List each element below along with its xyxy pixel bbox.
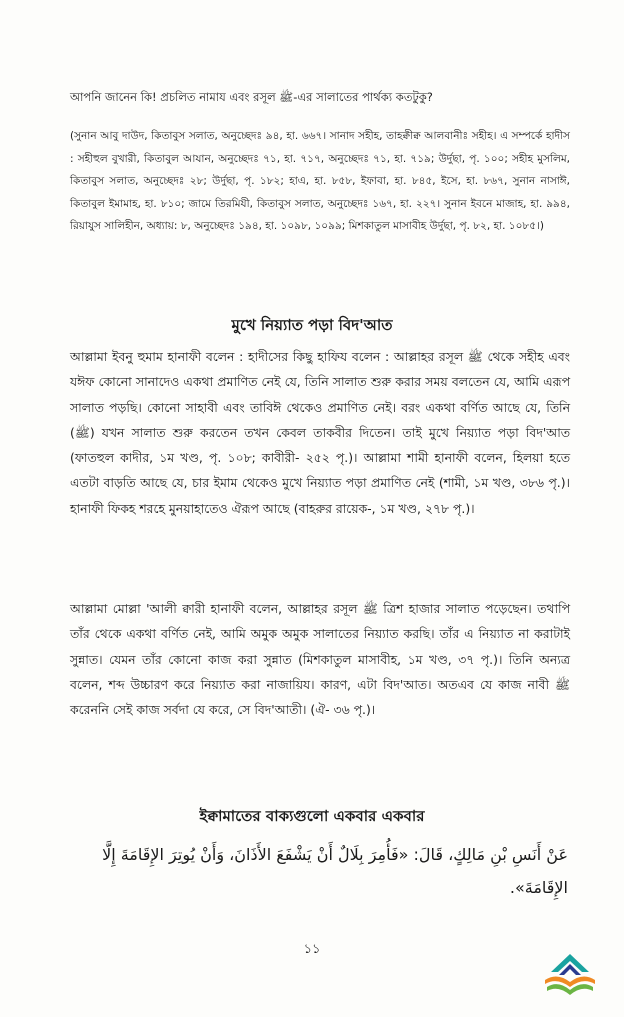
paragraph-mulla-ali-qari: আল্লামা মোল্লা 'আলী ক্বারী হানাফী বলেন, আল্লাহর রসূল ﷺ ত্রিশ হাজার সালাত পড়েছেন। তথাপি তাঁর থেকে একথা বর্ণিত নেই, আমি অমুক অমুক সালাতের নিয়্যাত করছি। তাঁর এ নিয়্যাত না করাটাই সুন্নাত। যেমন তাঁর কোনো কাজ করা সুন্নাত (মিশকাতুল মাসাবীহ, ১ম খণ্ড, ৩৭ পৃ.)। তিনি অন্যত্র বলেন, শব্দ উচ্চারণ করে নিয়্যাত করা নাজায়িয। কারণ, এটা বিদ'আত। অতএব যে কাজ নাবী ﷺ করেননি সেই কাজ সর্বদা যে করে, সে বিদ'আতী। (ঐ- ৩৬ পৃ.)।: [70, 601, 570, 718]
arabic-hadith: عَنْ أَنَسِ بْنِ مَالِكٍ، قَالَ: «فَأُمِرَ بِلَالٌ أَنْ يَشْفَعَ الأَذَانَ، وَأَنْ يُوتِرَ الإِقَامَةَ إِلَّا الإِقَامَةَ».: [102, 845, 568, 897]
references-paragraph: (সুনান আবু দাউদ, কিতাবুস সলাত, অনুচ্ছেদঃ ৯৪, হা. ৬৬৭। সানাদ সহীহ, তাহক্বীক্ব আলবানীঃ সহীহ। এ সম্পর্কে হাদীস : সহীহুল বুখারী, কিতাবুল আযান, অনুচ্ছেদঃ ৭১, হা. ৭১৭, অনুচ্ছেদঃ ৭১, হা. ৭১৯; উর্দুছা, পৃ. ১০০; সহীহ মুসলিম, কিতাবুস সলাত, অনুচ্ছেদঃ ২৮; উর্দুছা, পৃ. ১৮২; হাএ, হা. ৮৫৮, ইফাবা, হা. ৮৪৫, ইসে, হা. ৮৬৭, সুনান নাসাঈ, কিতাবুল ইমামাহ, হা. ৮১০; জামে তিরমিযী, কিতাবুস সলাত, অনুচ্ছেদঃ ১৬৭, হা. ২২৭। সুনান ইবনে মাজাহ, হা. ৯৯৪, রিয়াযুস সালিহীন, অধ্যায়: ৮, অনুচ্ছেদঃ ১৯৪, হা. ১০৯৮, ১০৯৯; মিশকাতুল মাসাবীহ উর্দুছা, পৃ. ৮২, হা. ১০৮৫।): [70, 130, 570, 232]
publisher-logo-icon: [535, 950, 605, 1000]
paragraph-ibn-humam: আল্লামা ইবনু হুমাম হানাফী বলেন : হাদীসের কিছু হাফিয বলেন : আল্লাহর রসূল ﷺ থেকে সহীহ এবং যঈফ কোনো সানাদেও একথা প্রমাণিত নেই যে, তিনি সালাত শুরু করার সময় বলতেন যে, আমি এরূপ সালাত পড়ছি। কোনো সাহাবী এবং তাবিঈ থেকেও প্রমাণিত নেই। বরং একথা বর্ণিত আছে যে, তিনি (ﷺ) যখন সালাত শুরু করতেন তখন কেবল তাকবীর দিতেন। তাই মুখে নিয়্যাত পড়া বিদ'আত (ফাতহুল কাদীর, ১ম খণ্ড, পৃ. ১০৮; কাবীরী- ২৫২ পৃ.)। আল্লামা শামী হানাফী বলেন, হিলয়া হতে এতটা বাড়তি আছে যে, চার ইমাম থেকেও মুখে নিয়্যাত পড়া প্রমাণিত নেই (শামী, ১ম খণ্ড, ৩৮৬ পৃ.)। হানাফী ফিকহ শরহে মুনয়াহাতেও ঐরূপ আছে (বাহরুর রায়েক-, ১ম খণ্ড, ২৭৮ পৃ.)।: [70, 349, 570, 516]
section-heading-iqamah: ইক্বামাতের বাক্যগুলো একবার একবার: [199, 807, 425, 825]
section-heading-niyyat: মুখে নিয়্যাত পড়া বিদ'আত: [231, 316, 393, 334]
intro-question: আপনি জানেন কি! প্রচলিত নামায এবং রসূল ﷺ-এর সালাতের পার্থক্য কতটুকু?: [70, 90, 433, 104]
page-number: ১১: [303, 942, 321, 957]
